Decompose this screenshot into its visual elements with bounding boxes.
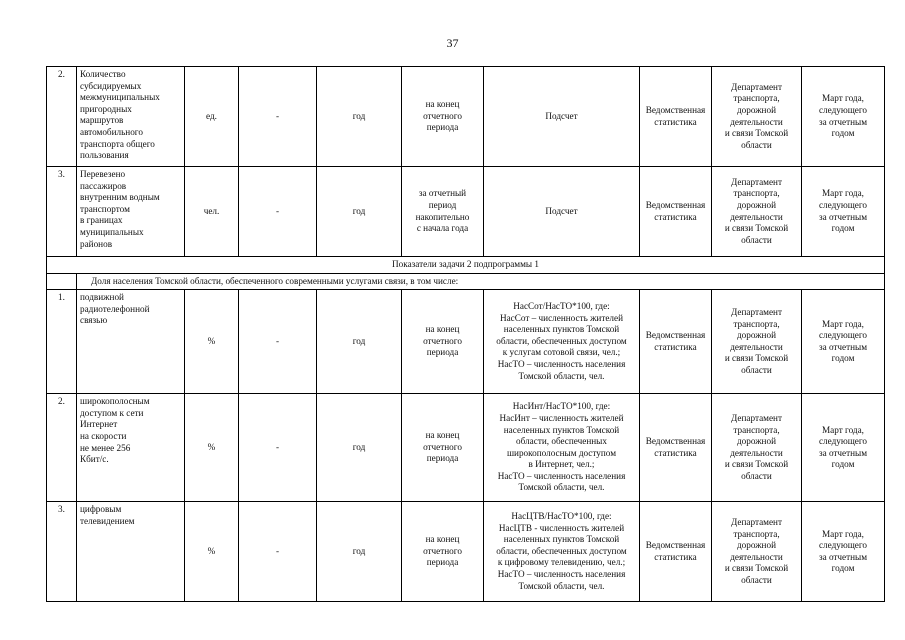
- source-cell: Ведомственная статистика: [640, 394, 712, 502]
- method-cell: Подсчет: [484, 67, 640, 167]
- dash-cell: -: [239, 167, 317, 257]
- indicators-table: [46, 66, 885, 602]
- subsection-row: [47, 273, 885, 290]
- responsible-cell: Департамент транспорта, дорожной деятельности и связи Томской области: [712, 167, 802, 257]
- responsible-cell: Департамент транспорта, дорожной деятельности и связи Томской области: [712, 502, 802, 602]
- indicator-name: цифровым телевидением: [77, 502, 185, 602]
- section-row: [47, 257, 885, 274]
- deadline-cell: Март года, следующего за отчетным годом: [802, 167, 885, 257]
- period-cell: год: [317, 167, 402, 257]
- page-number: 37: [446, 36, 459, 50]
- table-row: [47, 67, 885, 167]
- period-cell: год: [317, 502, 402, 602]
- method-cell: НасСот/НасТО*100, где: НасСот – численность жителей населенных пунктов Томской области, обеспеченных доступом к услугам сотовой связи, чел.; НасТО – численность населения Томской области, чел.: [484, 290, 640, 394]
- table-row: [47, 290, 885, 394]
- method-cell: Подсчет: [484, 167, 640, 257]
- indicator-name: Количество субсидируемых межмуниципальных пригородных маршрутов автомобильного транспорта общего пользования: [77, 67, 185, 167]
- responsible-cell: Департамент транспорта, дорожной деятельности и связи Томской области: [712, 394, 802, 502]
- deadline-cell: Март года, следующего за отчетным годом: [802, 290, 885, 394]
- indicator-name: широкополосным доступом к сети Интернет на скорости не менее 256 Кбит/с.: [77, 394, 185, 502]
- table-row: [47, 502, 885, 602]
- method-cell: НасИнт/НасТО*100, где: НасИнт – численность жителей населенных пунктов Томской области, обеспеченных широкополосным доступом в Интернет, чел.; НасТО – численность населения Томской области, чел.: [484, 394, 640, 502]
- period-cell: год: [317, 290, 402, 394]
- deadline-cell: Март года, следующего за отчетным годом: [802, 502, 885, 602]
- table-row: [47, 394, 885, 502]
- source-cell: Ведомственная статистика: [640, 67, 712, 167]
- source-cell: Ведомственная статистика: [640, 167, 712, 257]
- deadline-cell: Март года, следующего за отчетным годом: [802, 67, 885, 167]
- period-cell: год: [317, 67, 402, 167]
- indicator-name: подвижной радиотелефонной связью: [77, 290, 185, 394]
- indicator-name: Перевезено пассажиров внутренним водным транспортом в границах муниципальных районов: [77, 167, 185, 257]
- source-cell: Ведомственная статистика: [640, 502, 712, 602]
- unit-cell: %: [185, 394, 239, 502]
- deadline-cell: Март года, следующего за отчетным годом: [802, 394, 885, 502]
- timing-cell: за отчетный период накопительно с начала года: [402, 167, 484, 257]
- unit-cell: %: [185, 290, 239, 394]
- timing-cell: на конец отчетного периода: [402, 290, 484, 394]
- row-number: 2.: [47, 394, 77, 502]
- timing-cell: на конец отчетного периода: [402, 502, 484, 602]
- period-cell: год: [317, 394, 402, 502]
- method-cell: НасЦТВ/НасТО*100, где: НасЦТВ - численность жителей населенных пунктов Томской области, обеспеченных доступом к цифровому телевидению, чел.; НасТО – численность населения Томской области, чел.: [484, 502, 640, 602]
- responsible-cell: Департамент транспорта, дорожной деятельности и связи Томской области: [712, 67, 802, 167]
- table-row: [47, 167, 885, 257]
- dash-cell: -: [239, 290, 317, 394]
- timing-cell: на конец отчетного периода: [402, 394, 484, 502]
- row-number: 1.: [47, 290, 77, 394]
- row-number: 2.: [47, 67, 77, 167]
- responsible-cell: Департамент транспорта, дорожной деятельности и связи Томской области: [712, 290, 802, 394]
- unit-cell: %: [185, 502, 239, 602]
- source-cell: Ведомственная статистика: [640, 290, 712, 394]
- dash-cell: -: [239, 502, 317, 602]
- timing-cell: на конец отчетного периода: [402, 67, 484, 167]
- unit-cell: чел.: [185, 167, 239, 257]
- section-title: Показатели задачи 2 подпрограммы 1: [47, 257, 885, 274]
- subsection-title: Доля населения Томской области, обеспеченного современными услугами связи, в том числе:: [77, 273, 885, 290]
- row-number: 3.: [47, 502, 77, 602]
- unit-cell: ед.: [185, 67, 239, 167]
- dash-cell: -: [239, 67, 317, 167]
- row-number: 3.: [47, 167, 77, 257]
- dash-cell: -: [239, 394, 317, 502]
